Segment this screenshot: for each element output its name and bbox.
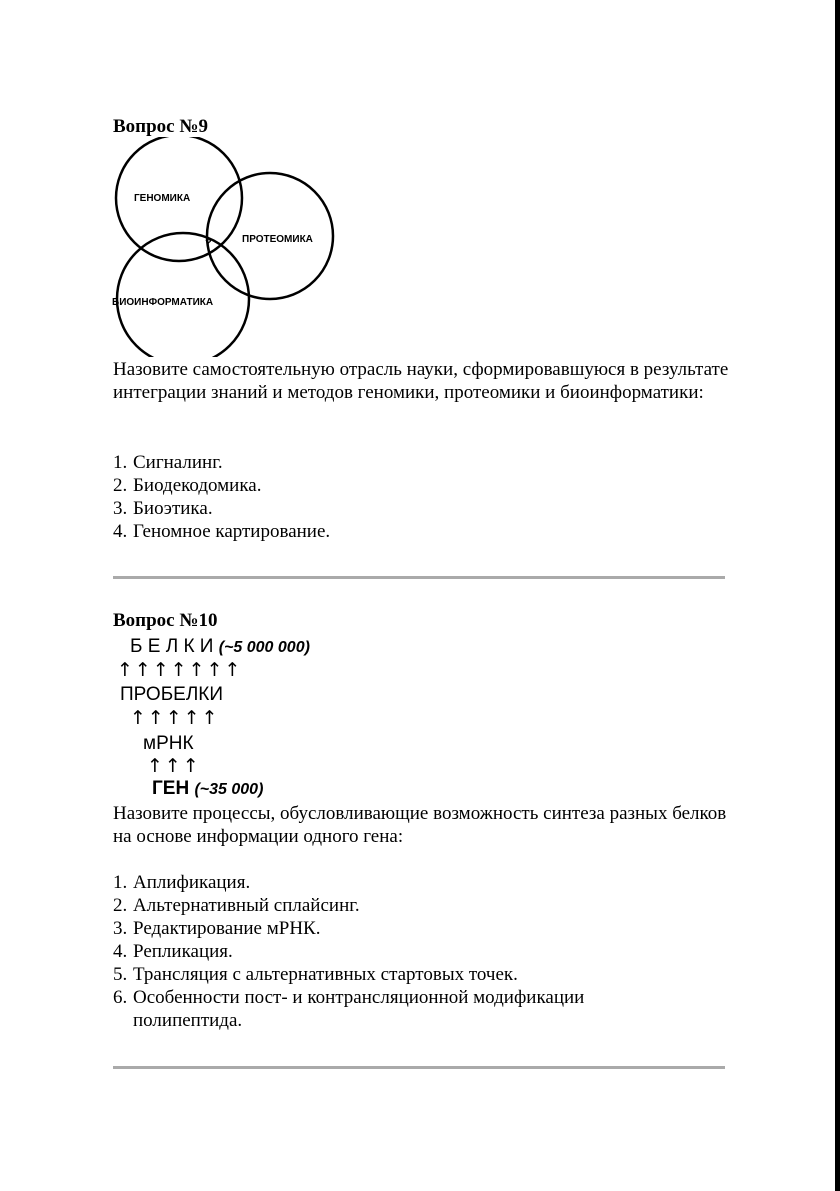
separator — [113, 1066, 725, 1069]
proteins-line — [130, 636, 310, 658]
proproteins-label: ПРОБЕЛКИ — [120, 684, 224, 705]
option-item: 3. Биоэтика. — [113, 498, 213, 519]
question-10-title: Вопрос №10 — [113, 610, 218, 631]
arrows-mid: ↑↑↑↑↑ — [130, 707, 220, 729]
intersection-marker: ? — [205, 237, 212, 249]
question-10-options — [113, 871, 633, 1032]
genomics-label: ГЕНОМИКА — [134, 193, 191, 204]
question-10-text: Назовите процессы, обусловливающие возможность синтеза разных белков на основе информации одного гена: — [113, 803, 727, 847]
question-9-text: Назовите самостоятельную отрасль науки, сформировавшуюся в результате интеграции знаний и методов геномики, протеомики и биоинформатики: — [113, 359, 729, 403]
option-item: 4. Репликация. — [113, 941, 233, 962]
gene-line — [152, 778, 263, 800]
question-9-options — [113, 451, 330, 543]
option-item: 5. Трансляция с альтернативных стартовых точек. — [113, 964, 518, 985]
proteins-label: Б Е Л К И — [130, 636, 214, 657]
proteomics-label: ПРОТЕОМИКА — [242, 234, 313, 245]
bioinformatics-circle — [117, 233, 249, 357]
option-item: 3. Редактирование мРНК. — [113, 918, 321, 939]
mrna-label: мРНК — [143, 733, 194, 754]
arrows-low: ↑↑↑ — [147, 755, 201, 777]
separator — [113, 576, 725, 579]
option-item: 2. Альтернативный сплайсинг. — [113, 895, 360, 916]
option-item: 6. Особенности пост- и контрансляционной модификации полипептида. — [113, 987, 585, 1031]
page-edge — [835, 0, 840, 1191]
option-item: 4. Геномное картирование. — [113, 521, 331, 542]
venn-diagram — [110, 137, 350, 357]
question-9-title: Вопрос №9 — [113, 116, 208, 137]
option-item: 2. Биодекодомика. — [113, 475, 262, 496]
proteins-count: (~5 000 000) — [218, 639, 310, 656]
bioinformatics-label: БИОИНФОРМАТИКА — [112, 297, 214, 308]
arrows-top: ↑↑↑↑↑↑↑ — [117, 659, 243, 681]
option-item: 1. Аплификация. — [113, 872, 251, 893]
gene-label: ГЕН — [152, 778, 190, 799]
option-item: 1. Сигналинг. — [113, 452, 223, 473]
gene-count: (~35 000) — [194, 781, 264, 798]
